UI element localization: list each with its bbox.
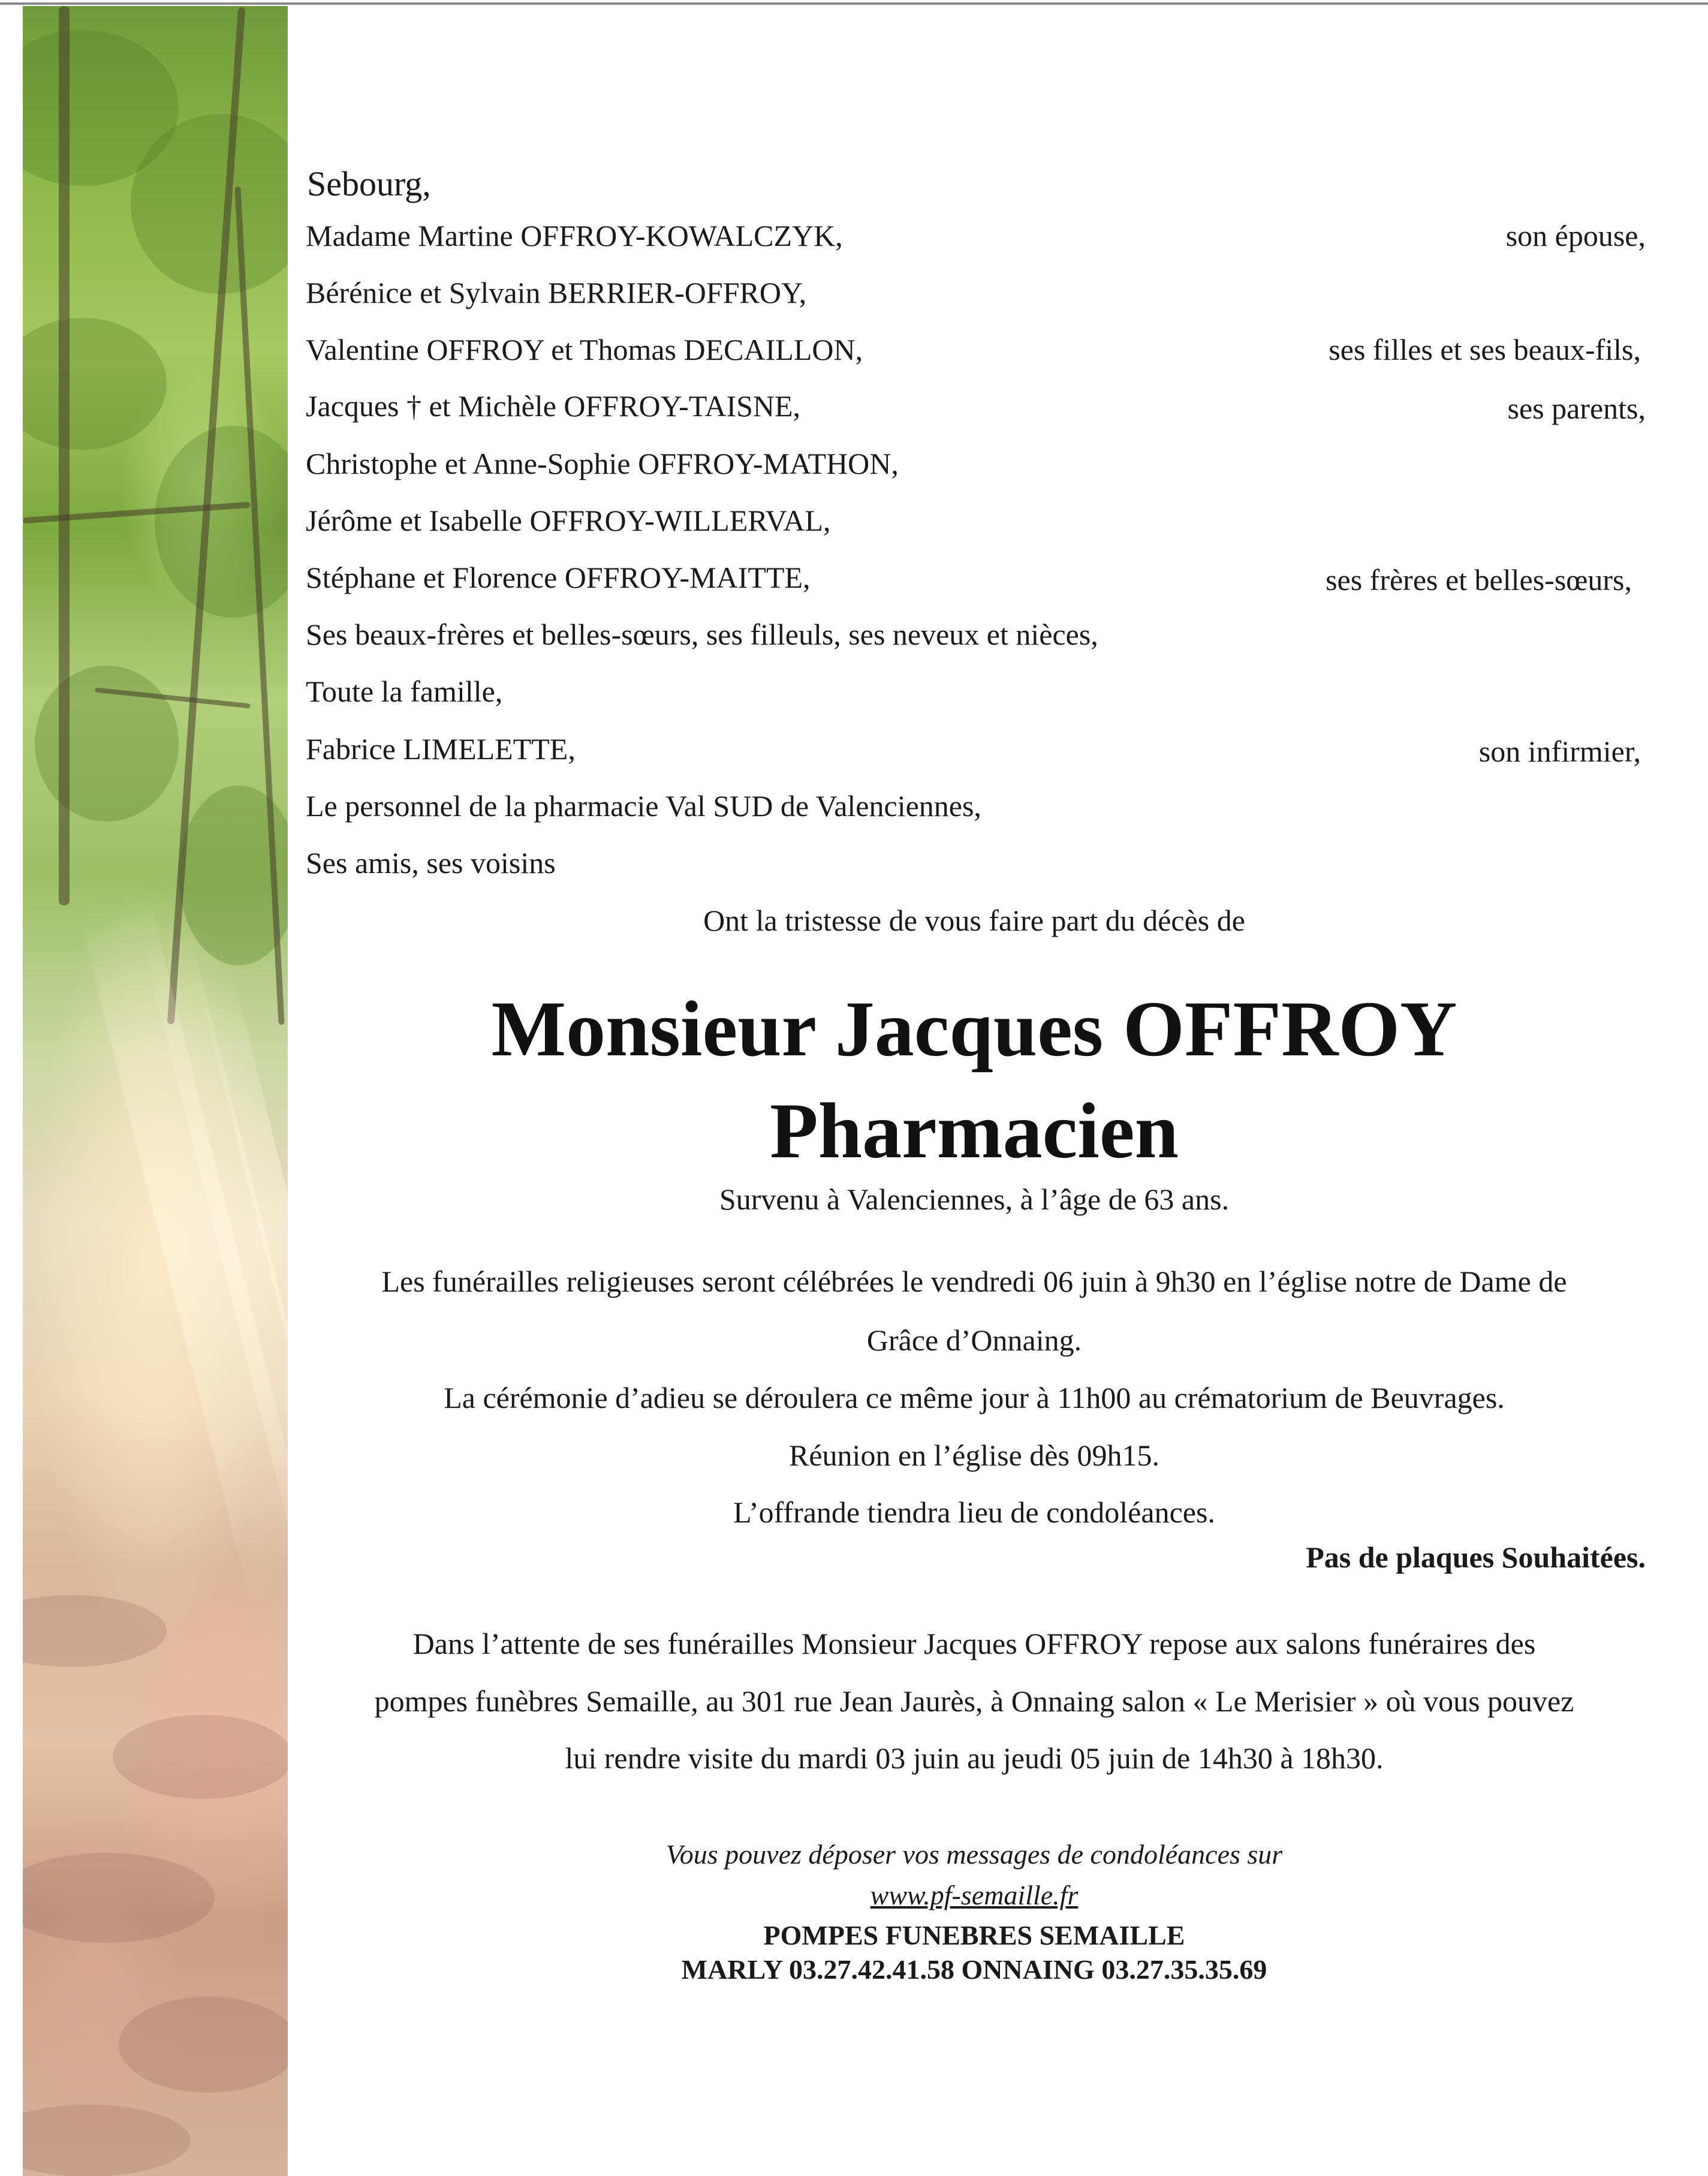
- family-name-3: Jacques † et Michèle OFFROY-TAISNE,: [306, 389, 801, 423]
- family-name-8: Toute la famille,: [306, 675, 503, 708]
- condolence-note: Vous pouvez déposer vos messages de condoléances sur: [665, 1839, 1283, 1870]
- family-name-6: Stéphane et Florence OFFROY-MAITTE,: [306, 561, 811, 594]
- visitation-line-2: pompes funèbres Semaille, au 301 rue Jean Jaurès, à Onnaing salon « Le Merisier » où vous pouvez: [374, 1684, 1574, 1718]
- family-name-9: Fabrice LIMELETTE,: [306, 732, 576, 766]
- place: Sebourg,: [307, 164, 431, 203]
- family-name-0: Madame Martine OFFROY-KOWALCZYK,: [306, 219, 843, 252]
- family-relation-3: ses parents,: [1507, 392, 1646, 425]
- no-plaques-note: Pas de plaques Souhaitées.: [1306, 1540, 1646, 1574]
- visitation-line-1: Dans l’attente de ses funérailles Monsieur Jacques OFFROY repose aux salons funéraires des: [412, 1627, 1536, 1660]
- funeral-line-4: Réunion en l’église dès 09h15.: [789, 1438, 1159, 1472]
- family-relation-0: son épouse,: [1505, 219, 1646, 252]
- family-name-7: Ses beaux-frères et belles-sœurs, ses filleuls, ses neveux et nièces,: [306, 618, 1098, 651]
- website-link[interactable]: www.pf-semaille.fr: [870, 1880, 1079, 1910]
- website-row: [288, 1882, 1661, 1909]
- family-relation-9: son infirmier,: [1478, 735, 1641, 768]
- funeral-line-2: Grâce d’Onnaing.: [866, 1323, 1082, 1357]
- visitation-line-3: lui rendre visite du mardi 03 juin au jeudi 05 juin de 14h30 à 18h30.: [565, 1741, 1384, 1775]
- announcement: Ont la tristesse de vous faire part du décès de: [703, 904, 1245, 937]
- deceased-name: Monsieur Jacques OFFROY: [491, 985, 1457, 1073]
- family-relation-2: ses filles et ses beaux-fils,: [1329, 333, 1641, 366]
- family-name-10: Le personnel de la pharmacie Val SUD de Valenciennes,: [306, 789, 981, 823]
- funeral-line-5: L’offrande tiendra lieu de condoléances.: [733, 1495, 1215, 1529]
- family-name-4: Christophe et Anne-Sophie OFFROY-MATHON,: [306, 447, 899, 480]
- company-phones: MARLY 03.27.42.41.58 ONNAING 03.27.35.35.69: [681, 1954, 1267, 1985]
- family-name-1: Bérénice et Sylvain BERRIER-OFFROY,: [306, 276, 807, 309]
- funeral-line-3: La cérémonie d’adieu se déroulera ce même jour à 11h00 au crématorium de Beuvrages.: [444, 1381, 1505, 1414]
- death-note: Survenu à Valenciennes, à l’âge de 63 ans.: [719, 1182, 1230, 1216]
- deceased-profession: Pharmacien: [770, 1087, 1179, 1175]
- family-name-5: Jérôme et Isabelle OFFROY-WILLERVAL,: [306, 504, 831, 537]
- family-name-2: Valentine OFFROY et Thomas DECAILLON,: [306, 333, 863, 366]
- funeral-line-1: Les funérailles religieuses seront célébrées le vendredi 06 juin à 9h30 en l’église notre de Dame de: [381, 1265, 1567, 1298]
- family-relation-6: ses frères et belles-sœurs,: [1326, 563, 1632, 597]
- company-name: POMPES FUNEBRES SEMAILLE: [763, 1920, 1185, 1951]
- family-name-11: Ses amis, ses voisins: [306, 846, 556, 880]
